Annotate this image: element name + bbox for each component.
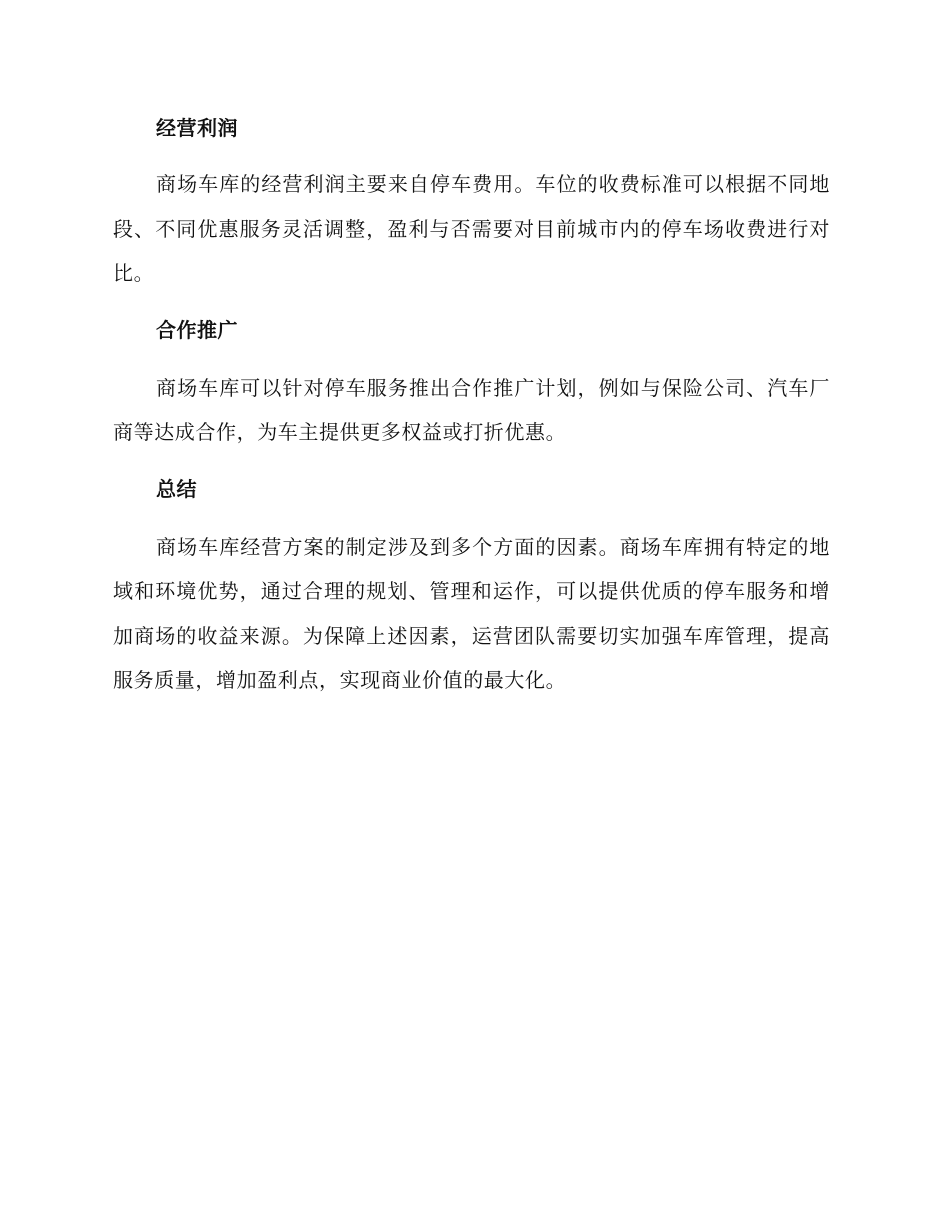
- section-heading-operating-profit: 经营利润: [156, 116, 238, 140]
- section-body-operating-profit: 商场车库的经营利润主要来自停车费用。车位的收费标准可以根据不同地段、不同优惠服务灵活调整，盈利与否需要对目前城市内的停车场收费进行对比。: [113, 172, 830, 285]
- section-heading-summary: 总结: [156, 476, 197, 501]
- section-heading-cooperation-promotion: 合作推广: [156, 317, 238, 342]
- section-body-summary: 商场车库经营方案的制定涉及到多个方面的因素。商场车库拥有特定的地域和环境优势，通过合理的规划、管理和运作，可以提供优质的停车服务和增加商场的收益来源。为保障上述因素，运营团队需要切实加强车库管理，提高服务质量，增加盈利点，实现商业价值的最大化。: [113, 534, 830, 692]
- section-body-cooperation-promotion: 商场车库可以针对停车服务推出合作推广计划，例如与保险公司、汽车厂商等达成合作，为车主提供更多权益或打折优惠。: [113, 375, 830, 444]
